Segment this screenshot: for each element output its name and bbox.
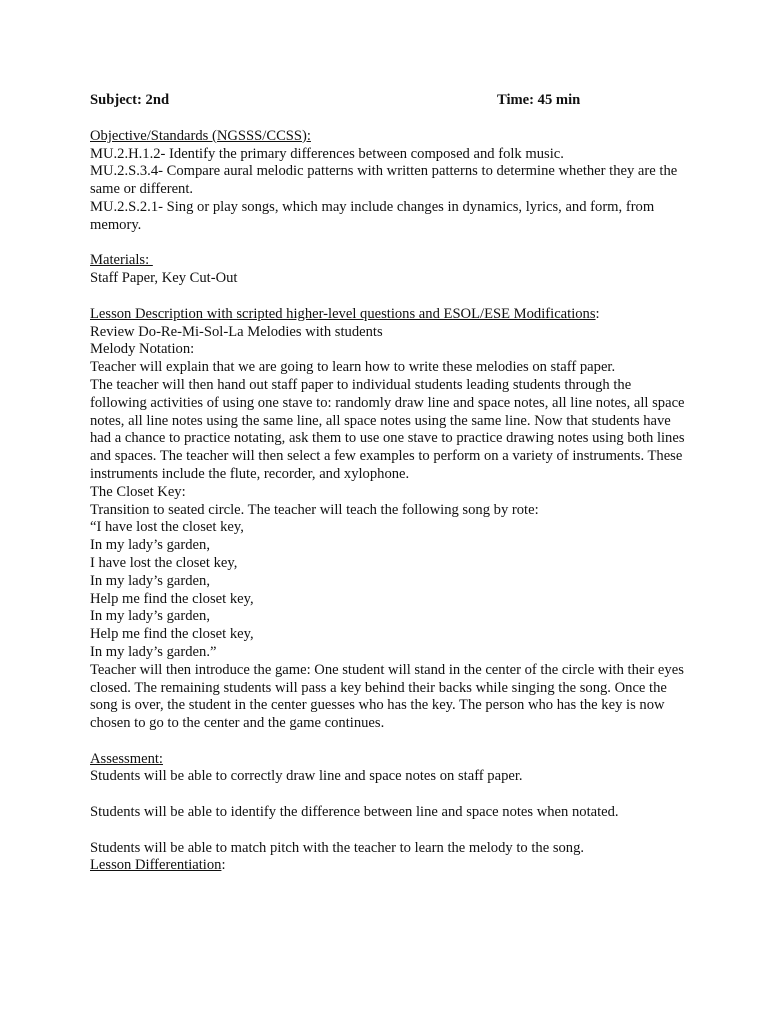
materials-section — [90, 252, 690, 288]
lesson-heading: Lesson Description with scripted higher-level questions and ESOL/ESE Modifications — [90, 305, 596, 322]
lesson-heading-line — [90, 306, 690, 324]
melody-text: The teacher will then hand out staff paper to individual students leading students through the following activities of using one stave to: randomly draw line and space notes, all line notes, all space notes, all line notes using the same line, all space notes using the same line. Now that students have had a chance to practice notating, ask them to use one stave to practice drawing notes using both lines and spaces. The teacher will then select a few examples to perform on a variety of instruments. These instruments include the flute, recorder, and xylophone. — [90, 376, 685, 482]
assessment-item: Students will be able to correctly draw line and space notes on staff paper. — [90, 768, 523, 785]
differentiation-heading-colon: : — [221, 857, 226, 874]
song-line: Help me find the closet key, — [90, 626, 254, 643]
objective-item: MU.2.S.3.4- Compare aural melodic patterns with written patterns to determine whether they are the same or different. — [90, 163, 678, 198]
song-line: In my lady’s garden, — [90, 572, 210, 589]
assessment-heading: Assessment: — [90, 750, 163, 767]
materials-text: Staff Paper, Key Cut-Out — [90, 270, 238, 287]
objective-item: MU.2.S.2.1- Sing or play songs, which may include changes in dynamics, lyrics, and form, from memory. — [90, 198, 655, 233]
song-line: Help me find the closet key, — [90, 590, 254, 607]
song-line: “I have lost the closet key, — [90, 519, 244, 536]
differentiation-heading-line — [90, 857, 690, 875]
assessment-section — [90, 751, 690, 858]
game-text: Teacher will then introduce the game: One student will stand in the center of the circle with their eyes closed. The remaining students will pass a key behind their backs while singing the song. Once the song is over, the student in the center guesses who has the key. The person who has the key is now chosen to go to the center and the game continues. — [90, 661, 684, 732]
objectives-heading: Objective/Standards (NGSSS/CCSS): — [90, 127, 311, 144]
review-text: Review Do-Re-Mi-Sol-La Melodies with students — [90, 323, 383, 340]
time-label: Time: 45 min — [497, 92, 581, 108]
closet-heading: The Closet Key: — [90, 483, 186, 500]
objectives-section — [90, 128, 690, 235]
lesson-section — [90, 306, 690, 733]
song-line: I have lost the closet key, — [90, 554, 238, 571]
closet-intro: Transition to seated circle. The teacher will teach the following song by rote: — [90, 501, 539, 518]
header-row — [90, 92, 690, 110]
melody-heading: Melody Notation: — [90, 341, 195, 358]
lesson-heading-colon: : — [595, 305, 600, 322]
melody-text: Teacher will explain that we are going to learn how to write these melodies on staff paper. — [90, 359, 616, 376]
materials-heading: Materials: — [90, 252, 153, 269]
song-line: In my lady’s garden, — [90, 608, 210, 625]
subject-label: Subject: 2nd — [90, 92, 170, 108]
lesson-plan-page — [90, 92, 690, 875]
song-line: In my lady’s garden.” — [90, 643, 217, 660]
differentiation-section — [90, 857, 690, 875]
objective-item: MU.2.H.1.2- Identify the primary differences between composed and folk music. — [90, 145, 564, 162]
assessment-item: Students will be able to match pitch with the teacher to learn the melody to the song. — [90, 839, 585, 856]
song-line: In my lady’s garden, — [90, 537, 210, 554]
assessment-item: Students will be able to identify the difference between line and space notes when notated. — [90, 804, 619, 821]
differentiation-heading: Lesson Differentiation — [90, 857, 222, 874]
